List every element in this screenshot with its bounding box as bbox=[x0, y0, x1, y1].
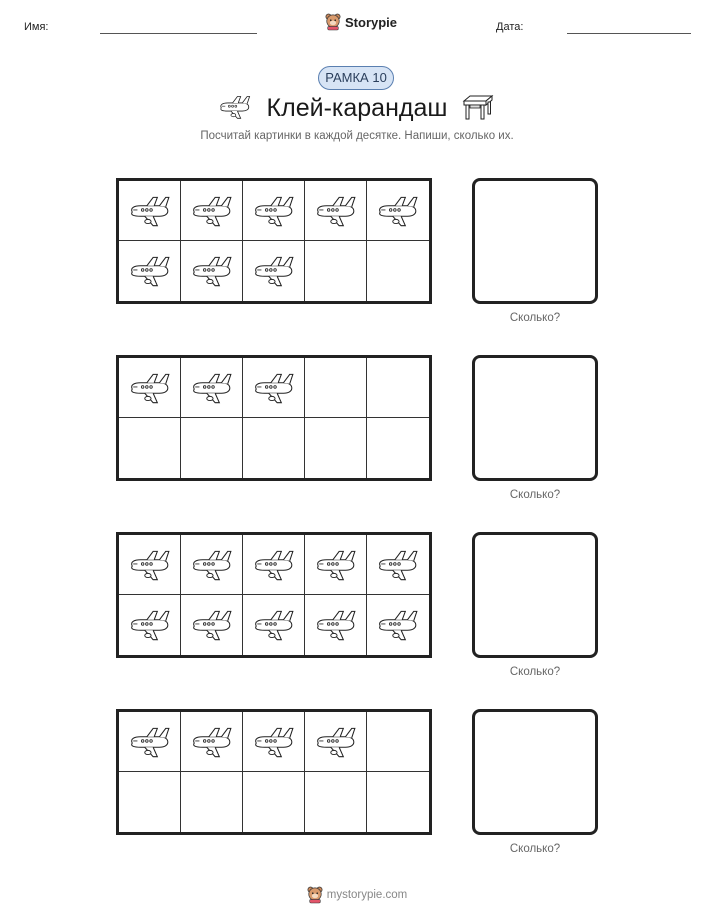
how-many-label: Сколько? bbox=[509, 312, 561, 324]
frame-cell bbox=[305, 712, 367, 772]
answer-box[interactable] bbox=[472, 709, 598, 835]
ten-frame bbox=[116, 355, 432, 481]
desk-icon bbox=[462, 93, 494, 121]
frame-badge: РАМКА 10 bbox=[318, 66, 394, 90]
airplane-icon bbox=[128, 194, 172, 228]
date-label: Дата: bbox=[496, 21, 524, 33]
airplane-icon bbox=[128, 725, 172, 759]
airplane-icon bbox=[128, 548, 172, 582]
airplane-icon bbox=[190, 194, 234, 228]
frame-cell bbox=[367, 418, 429, 478]
name-line[interactable] bbox=[100, 33, 257, 34]
airplane-icon bbox=[252, 608, 296, 642]
how-many-label: Сколько? bbox=[509, 489, 561, 501]
frame-cell bbox=[181, 418, 243, 478]
name-label: Имя: bbox=[24, 21, 49, 33]
frame-cell bbox=[243, 535, 305, 595]
airplane-icon bbox=[314, 725, 358, 759]
frame-cell bbox=[367, 535, 429, 595]
frame-cell bbox=[119, 241, 181, 301]
frame-cell bbox=[367, 241, 429, 301]
airplane-icon bbox=[252, 254, 296, 288]
airplane-icon bbox=[190, 254, 234, 288]
frame-cell bbox=[305, 772, 367, 832]
frame-cell bbox=[119, 418, 181, 478]
airplane-icon bbox=[190, 608, 234, 642]
answer-box[interactable] bbox=[472, 178, 598, 304]
answer-box[interactable] bbox=[472, 355, 598, 481]
frame-cell bbox=[367, 772, 429, 832]
frame-cell bbox=[243, 418, 305, 478]
frame-cell bbox=[181, 241, 243, 301]
airplane-icon bbox=[314, 608, 358, 642]
airplane-icon bbox=[128, 371, 172, 405]
frame-cell bbox=[305, 181, 367, 241]
frame-cell bbox=[119, 535, 181, 595]
frame-cell bbox=[243, 181, 305, 241]
how-many-label: Сколько? bbox=[509, 843, 561, 855]
frame-cell bbox=[181, 772, 243, 832]
frame-cell bbox=[305, 358, 367, 418]
footer-site: mystorypie.com bbox=[326, 889, 408, 901]
frame-cell bbox=[305, 595, 367, 655]
brand-name: Storypie bbox=[345, 14, 398, 30]
frame-cell bbox=[119, 595, 181, 655]
frame-cell bbox=[243, 358, 305, 418]
airplane-icon bbox=[252, 371, 296, 405]
page-title: Клей-карандаш bbox=[266, 94, 448, 122]
frame-cell bbox=[181, 181, 243, 241]
airplane-icon bbox=[376, 194, 420, 228]
frame-cell bbox=[119, 712, 181, 772]
frame-cell bbox=[119, 772, 181, 832]
frame-cell bbox=[181, 712, 243, 772]
airplane-icon bbox=[190, 371, 234, 405]
airplane-icon bbox=[190, 725, 234, 759]
frame-cell bbox=[181, 595, 243, 655]
bear-icon bbox=[325, 13, 341, 31]
frame-cell bbox=[243, 241, 305, 301]
frame-cell bbox=[181, 535, 243, 595]
frame-cell bbox=[119, 181, 181, 241]
airplane-icon bbox=[128, 254, 172, 288]
frame-cell bbox=[305, 535, 367, 595]
frame-cell bbox=[367, 358, 429, 418]
frame-cell bbox=[119, 358, 181, 418]
date-line[interactable] bbox=[567, 33, 691, 34]
airplane-icon bbox=[128, 608, 172, 642]
frame-cell bbox=[367, 181, 429, 241]
answer-box[interactable] bbox=[472, 532, 598, 658]
airplane-icon bbox=[252, 194, 296, 228]
airplane-icon bbox=[252, 725, 296, 759]
how-many-label: Сколько? bbox=[509, 666, 561, 678]
airplane-icon bbox=[190, 548, 234, 582]
airplane-icon bbox=[376, 548, 420, 582]
frame-cell bbox=[305, 418, 367, 478]
ten-frame bbox=[116, 178, 432, 304]
frame-cell bbox=[305, 241, 367, 301]
airplane-icon bbox=[252, 548, 296, 582]
frame-cell bbox=[243, 712, 305, 772]
ten-frame bbox=[116, 532, 432, 658]
frame-cell bbox=[243, 595, 305, 655]
frame-cell bbox=[367, 712, 429, 772]
airplane-icon bbox=[314, 194, 358, 228]
frame-cell bbox=[181, 358, 243, 418]
footer bbox=[0, 886, 714, 904]
bear-icon bbox=[307, 886, 323, 904]
brand-logo bbox=[325, 13, 397, 31]
frame-cell bbox=[367, 595, 429, 655]
airplane-icon bbox=[376, 608, 420, 642]
frame-cell bbox=[243, 772, 305, 832]
ten-frame bbox=[116, 709, 432, 835]
instructions: Посчитай картинки в каждой десятке. Напиши, сколько их. bbox=[200, 130, 514, 142]
airplane-icon bbox=[314, 548, 358, 582]
